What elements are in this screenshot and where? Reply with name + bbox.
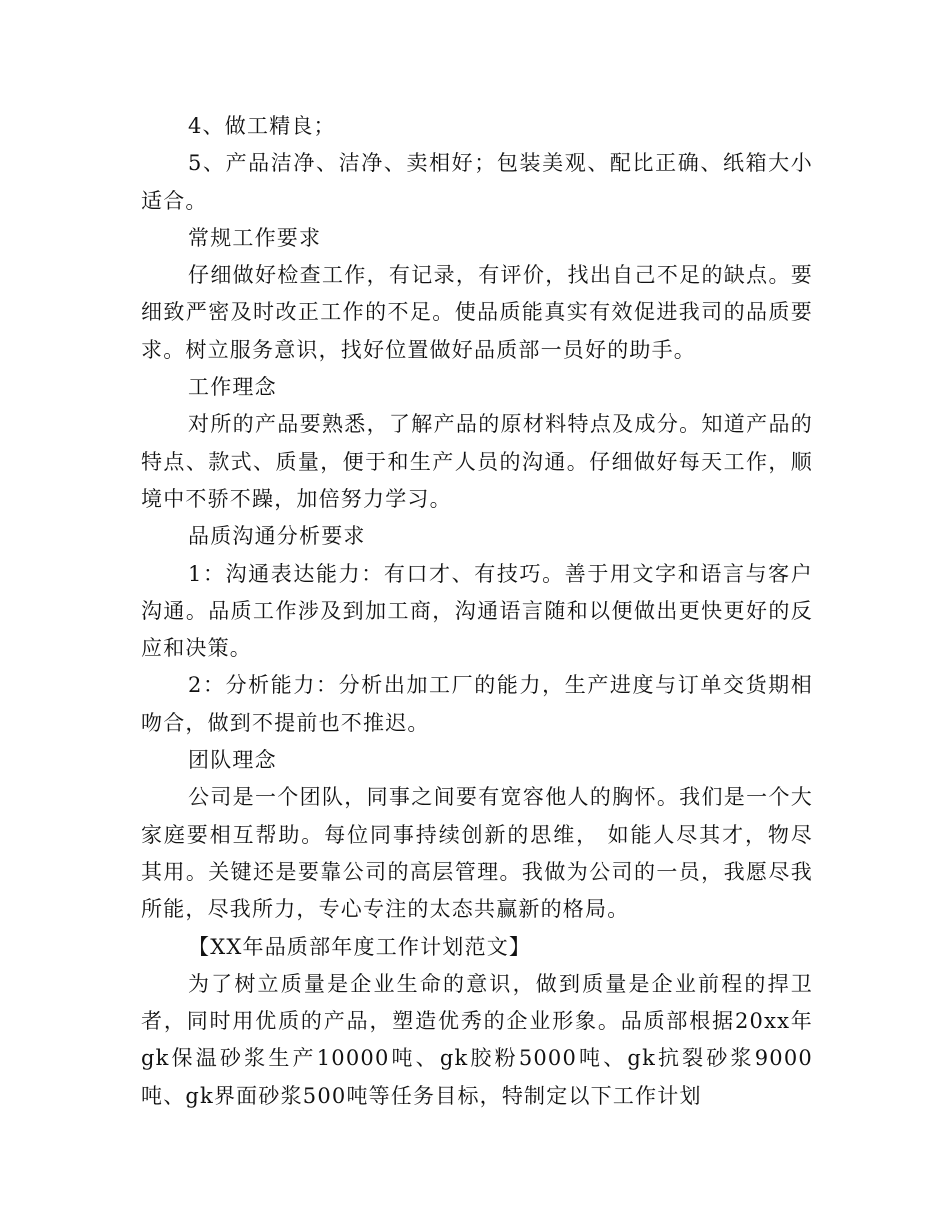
paragraph-annual-plan: 为了树立质量是企业生命的意识，做到质量是企业前程的捍卫者，同时用优质的产品，塑造优秀的企业形象。品质部根据20xx年gk保温砂浆生产10000吨、gk胶粉5000吨、gk抗裂砂浆9000吨、gk界面砂浆500吨等任务目标，特制定以下工作计划 <box>141 971 813 1108</box>
section-heading-work-philosophy: 工作理念 <box>188 375 277 400</box>
section-heading-annual-plan: 【XX年品质部年度工作计划范文】 <box>188 934 532 959</box>
list-item-4: 4、做工精良； <box>188 114 336 138</box>
paragraph-work-philosophy: 对所的产品要熟悉，了解产品的原材料特点及成分。知道产品的特点、款式、质量，便于和生产人员的沟通。仔细做好每天工作，顺境中不骄不躁，加倍努力学习。 <box>141 412 813 511</box>
paragraph-team-philosophy: 公司是一个团队，同事之间要有宽容他人的胸怀。我们是一个大家庭要相互帮助。每位同事持续创新的思维， 如能人尽其才，物尽其用。关键还是要靠公司的高层管理。我做为公司的一员，我愿尽我所能，尽我所力，专心专注的太态共赢新的格局。 <box>141 785 813 922</box>
paragraph-analysis-ability: 2：分析能力：分析出加工厂的能力，生产进度与订单交货期相吻合，做到不提前也不推迟。 <box>141 673 813 735</box>
document-body <box>141 108 813 1115</box>
paragraph-routine-requirements: 仔细做好检查工作，有记录，有评价，找出自己不足的缺点。要细致严密及时改正工作的不足。使品质能真实有效促进我司的品质要求。树立服务意识，找好位置做好品质部一员好的助手。 <box>141 263 813 362</box>
list-item-5: 5、产品洁净、洁净、卖相好；包装美观、配比正确、纸箱大小适合。 <box>141 151 813 213</box>
paragraph-communication-ability: 1：沟通表达能力：有口才、有技巧。善于用文字和语言与客户沟通。品质工作涉及到加工商，沟通语言随和以便做出更快更好的反应和决策。 <box>141 561 813 661</box>
section-heading-routine-requirements: 常规工作要求 <box>188 225 322 250</box>
section-heading-quality-communication: 品质沟通分析要求 <box>188 524 366 549</box>
section-heading-team-philosophy: 团队理念 <box>188 748 277 773</box>
